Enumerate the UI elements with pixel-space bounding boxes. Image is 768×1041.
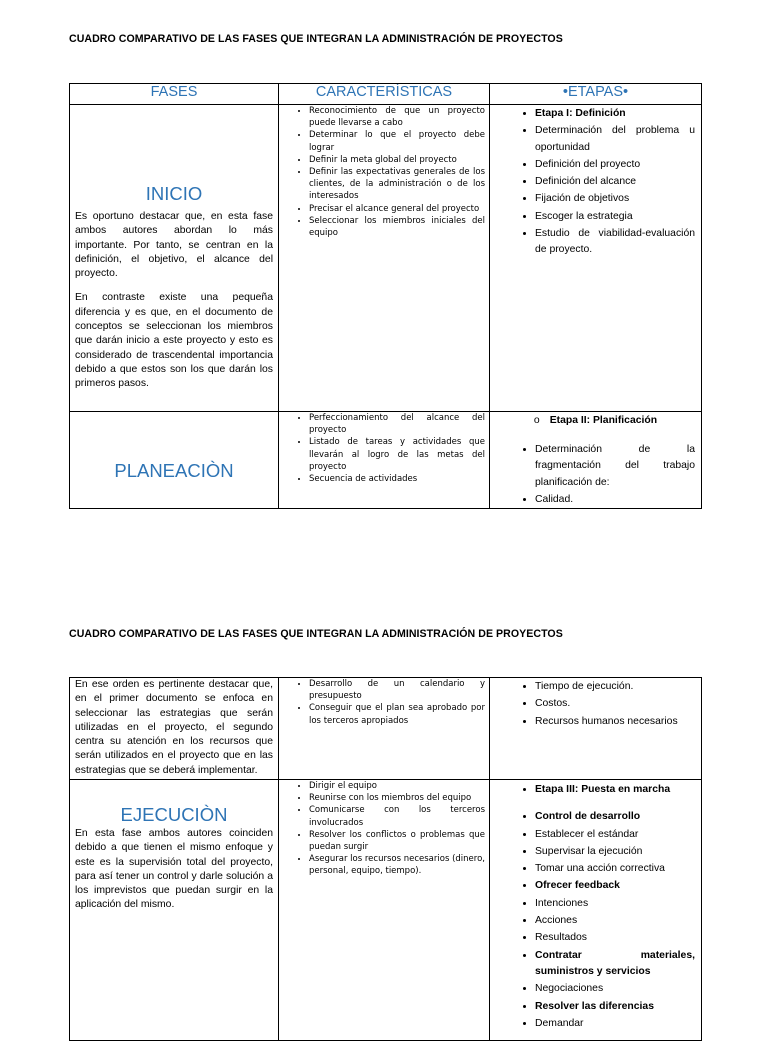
list-item: • Definir las expectativas generales de los clientes, de la administración o de los interesados (309, 166, 485, 203)
list-item: • Determinar lo que el proyecto debe lograr (309, 129, 485, 153)
ejecucion-caracteristicas-list (279, 780, 489, 878)
list-item: • Precisar el alcance general del proyecto (309, 203, 485, 215)
list-item: • Negociaciones (535, 980, 695, 997)
header-fases: FASES (70, 84, 279, 105)
cell-inicio-fase (70, 105, 279, 412)
inicio-etapas-list (490, 105, 701, 259)
cell-ejecucion-caracteristicas (279, 780, 490, 1041)
list-item: • Perfeccionamiento del alcance del proyecto (309, 412, 485, 436)
list-item: • Etapa III: Puesta en marcha (535, 781, 695, 798)
list-item: • Control de desarrollo (535, 808, 695, 825)
continuation-etapas-list (490, 678, 701, 730)
cell-planeacion-fase (70, 412, 279, 509)
planeacion-caracteristicas-list (279, 412, 489, 485)
continuation-paragraph: En ese orden es pertinente destacar que, en el primer documento se enfoca en seleccionar las estrategias que serán utilizadas en el proyecto, el segundo centra su atención en los recursos que serán utilizados en el proyecto que en las estrategias que se deberá implementar. (75, 679, 273, 776)
cell-planeacion-etapas (490, 412, 702, 509)
document-title: CUADRO COMPARATIVO DE LAS FASES QUE INTEGRAN LA ADMINISTRACIÓN DE PROYECTOS (69, 628, 563, 640)
list-item: • Tomar una acción correctiva (535, 860, 695, 877)
list-item: • Demandar (535, 1015, 695, 1032)
planeacion-etapa-heading (490, 414, 701, 428)
inicio-paragraph-2: En contraste existe una pequeña diferencia y es que, en el documento de conceptos se seleccionan los miembros que darán inicio a este proyecto y esto es considerado de trascendental importancia debido a que estos son los que darán los primeros pasos. (75, 292, 273, 390)
list-item: • Reconocimiento de que un proyecto puede llevarse a cabo (309, 105, 485, 129)
ejecucion-etapas-list (490, 808, 701, 1032)
comparison-table-2 (69, 677, 702, 1041)
list-item: • Tiempo de ejecución. (535, 678, 695, 695)
list-item: • Conseguir que el plan sea aprobado por los terceros apropiados (309, 702, 485, 726)
cell-continuation-etapas (490, 678, 702, 780)
list-item: • Determinación del problema u oportunidad (535, 122, 695, 156)
list-item: • Definición del proyecto (535, 156, 695, 173)
list-item: • Contratar materiales, suministros y servicios (535, 947, 695, 981)
inicio-caracteristicas-list (279, 105, 489, 239)
ejecucion-paragraph: En esta fase ambos autores coinciden debido a que tienen el mismo enfoque y este es la supervisión total del proyecto, para así tener un control y darle solución a los imprevistos que puedan surgir en la aplicación del mismo. (75, 828, 273, 911)
row-planeacion (70, 412, 702, 509)
list-item: • Definir la meta global del proyecto (309, 154, 485, 166)
list-item: • Resolver las diferencias (535, 998, 695, 1015)
list-item: • Definición del alcance (535, 173, 695, 190)
list-item: • Seleccionar los miembros iniciales del equipo (309, 215, 485, 239)
row-continuation (70, 678, 702, 780)
row-inicio (70, 105, 702, 412)
list-item: • Determinación de la fragmentación del trabajo planificación de: (535, 441, 695, 491)
circle-bullet-icon: o (533, 415, 540, 426)
list-item: • Etapa I: Definición (535, 105, 695, 122)
header-row (70, 84, 702, 105)
list-item: • Acciones (535, 912, 695, 929)
comparison-table-1 (69, 83, 702, 509)
phase-title-inicio: INICIO (145, 183, 203, 204)
list-item: • Supervisar la ejecución (535, 843, 695, 860)
inicio-paragraph-1: Es oportuno destacar que, en esta fase ambos autores abordan lo más importante. Por tanto, se centran en la definición, el objetivo, el alcance del proyecto. (75, 211, 273, 280)
list-item: • Resultados (535, 929, 695, 946)
document-title: CUADRO COMPARATIVO DE LAS FASES QUE INTEGRAN LA ADMINISTRACIÓN DE PROYECTOS (69, 33, 563, 45)
list-item: • Comunicarse con los terceros involucrados (309, 804, 485, 828)
list-item: • Asegurar los recursos necesarios (dinero, personal, equipo, tiempo). (309, 853, 485, 877)
list-item: • Resolver los conflictos o problemas que puedan surgir (309, 829, 485, 853)
list-item: • Fijación de objetivos (535, 190, 695, 207)
list-item: • Dirigir el equipo (309, 780, 485, 792)
cell-planeacion-caracteristicas (279, 412, 490, 509)
cell-ejecucion-fase (70, 780, 279, 1041)
cell-inicio-etapas (490, 105, 702, 412)
list-item: • Reunirse con los miembros del equipo (309, 792, 485, 804)
list-item: • Estudio de viabilidad-evaluación de proyecto. (535, 225, 695, 259)
continuation-caracteristicas-list (279, 678, 489, 727)
list-item: • Recursos humanos necesarios (535, 713, 695, 730)
cell-continuation-caracteristicas (279, 678, 490, 780)
header-caracteristicas: CARACTERÍSTICAS (279, 84, 490, 105)
phase-title-ejecucion: EJECUCIÒN (120, 804, 228, 825)
ejecucion-etapa-heading (490, 781, 701, 798)
list-item: • Secuencia de actividades (309, 473, 485, 485)
row-ejecucion (70, 780, 702, 1041)
list-item: • Calidad. (535, 491, 695, 508)
list-item: • Costos. (535, 695, 695, 712)
cell-ejecucion-etapas (490, 780, 702, 1041)
list-item: • Listado de tareas y actividades que llevarán al logro de las metas del proyecto (309, 436, 485, 473)
planeacion-etapa-title: Etapa II: Planificación (549, 415, 658, 426)
list-item: • Escoger la estrategia (535, 208, 695, 225)
planeacion-etapas-list (490, 441, 701, 508)
list-item: • Desarrollo de un calendario y presupuesto (309, 678, 485, 702)
header-etapas: •ETAPAS• (490, 84, 702, 105)
cell-inicio-caracteristicas (279, 105, 490, 412)
list-item: • Establecer el estándar (535, 826, 695, 843)
list-item: • Ofrecer feedback (535, 877, 695, 894)
list-item: • Intenciones (535, 895, 695, 912)
cell-continuation-fase (70, 678, 279, 780)
phase-title-planeacion: PLANEACIÒN (114, 460, 234, 481)
